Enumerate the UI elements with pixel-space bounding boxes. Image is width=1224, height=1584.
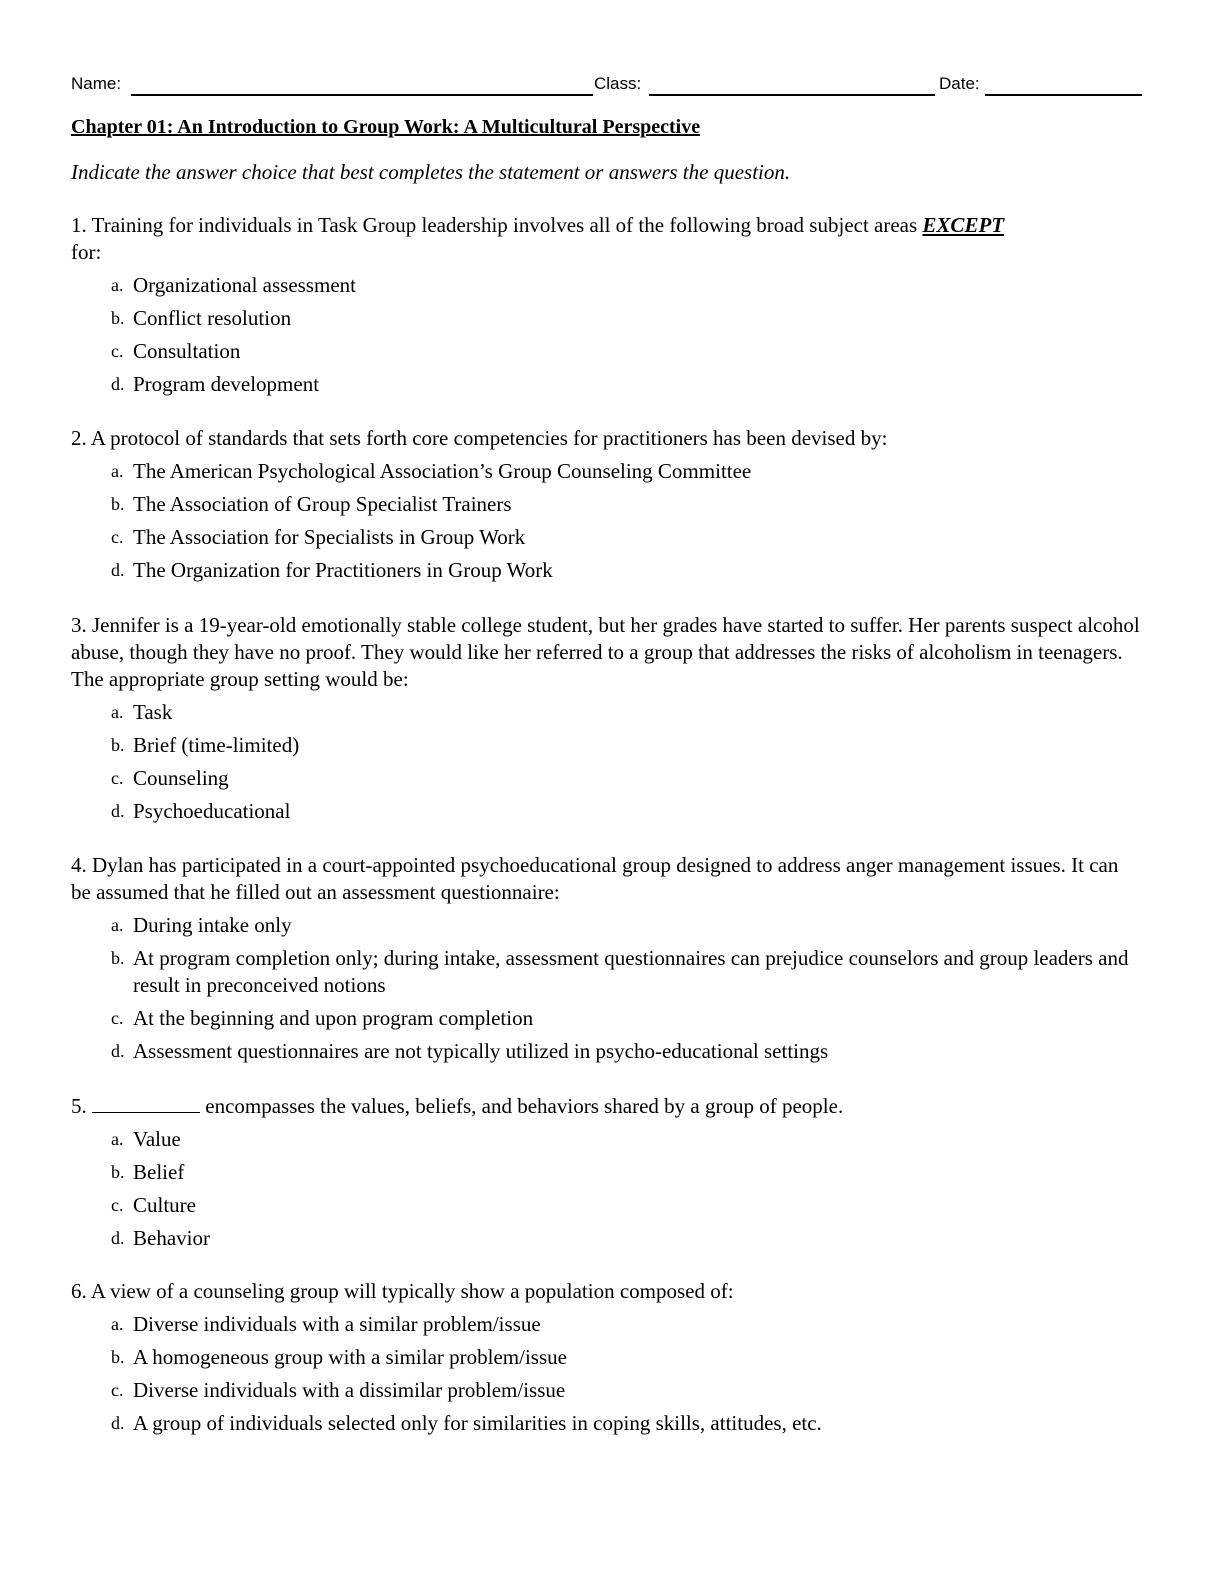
choice-c[interactable] <box>71 524 1143 551</box>
choice-b[interactable] <box>71 1159 1143 1186</box>
question-number: 1. <box>71 213 87 237</box>
choice-letter: c. <box>111 768 124 788</box>
choice-a[interactable] <box>71 1311 1143 1338</box>
choice-letter: c. <box>111 527 124 547</box>
choice-d[interactable] <box>71 1225 1143 1252</box>
choice-letter: a. <box>111 275 124 295</box>
question-stem: A view of a counseling group will typically show a population composed of: <box>90 1279 734 1303</box>
choice-b[interactable] <box>71 732 1143 759</box>
question-6 <box>71 1278 1143 1437</box>
choice-text: Psychoeducational <box>133 799 291 823</box>
choice-letter: b. <box>111 948 125 968</box>
choice-text: The Association of Group Specialist Trainers <box>133 492 512 516</box>
answer-choices <box>71 458 1143 584</box>
choice-letter: b. <box>111 1347 125 1367</box>
question-stem: Training for individuals in Task Group leadership involves all of the following broad subject areas <box>91 213 918 237</box>
date-label: Date: <box>939 74 980 93</box>
choice-text: Value <box>133 1127 181 1151</box>
choice-d[interactable] <box>71 1038 1143 1065</box>
choice-text: Assessment questionnaires are not typically utilized in psycho-educational settings <box>133 1039 829 1063</box>
choice-letter: d. <box>111 374 125 394</box>
choice-c[interactable] <box>71 1192 1143 1219</box>
choice-text: The American Psychological Association’s Group Counseling Committee <box>133 459 752 483</box>
question-text <box>71 852 1143 906</box>
choice-letter: d. <box>111 801 125 821</box>
except-emphasis: EXCEPT <box>922 213 1005 237</box>
choice-letter: c. <box>111 1008 124 1028</box>
choice-letter: d. <box>111 1413 125 1433</box>
question-3 <box>71 612 1143 825</box>
question-4 <box>71 852 1143 1065</box>
choice-letter: b. <box>111 1162 125 1182</box>
question-text <box>71 1093 1143 1120</box>
choice-letter: c. <box>111 341 124 361</box>
fill-in-blank[interactable] <box>92 1094 200 1113</box>
choice-text: Diverse individuals with a dissimilar problem/issue <box>133 1378 566 1402</box>
choice-d[interactable] <box>71 1410 1143 1437</box>
class-field-line[interactable] <box>649 94 935 96</box>
choice-c[interactable] <box>71 765 1143 792</box>
question-number: 5. <box>71 1094 87 1118</box>
choice-text: The Organization for Practitioners in Group Work <box>133 558 553 582</box>
choice-d[interactable] <box>71 371 1143 398</box>
choice-d[interactable] <box>71 798 1143 825</box>
date-field-line[interactable] <box>985 94 1142 96</box>
question-stem: A protocol of standards that sets forth core competencies for practitioners has been devised by: <box>90 426 888 450</box>
choice-letter: b. <box>111 308 125 328</box>
question-number: 3. <box>71 613 87 637</box>
choice-b[interactable] <box>71 305 1143 332</box>
question-number: 2. <box>71 426 87 450</box>
choice-b[interactable] <box>71 945 1143 999</box>
question-text <box>71 1278 1143 1305</box>
choice-text: Behavior <box>133 1226 210 1250</box>
question-number: 4. <box>71 853 87 877</box>
choice-text: At the beginning and upon program completion <box>133 1006 534 1030</box>
choice-letter: c. <box>111 1380 124 1400</box>
student-info-header <box>71 72 1142 98</box>
choice-text: Consultation <box>133 339 241 363</box>
choice-c[interactable] <box>71 1377 1143 1404</box>
choice-text: A homogeneous group with a similar problem/issue <box>133 1345 567 1369</box>
choice-a[interactable] <box>71 912 1143 939</box>
class-label: Class: <box>594 74 642 93</box>
choice-a[interactable] <box>71 272 1143 299</box>
question-1 <box>71 212 1143 398</box>
choice-letter: d. <box>111 560 125 580</box>
choice-letter: a. <box>111 461 124 481</box>
question-text <box>71 425 1143 452</box>
choice-a[interactable] <box>71 1126 1143 1153</box>
answer-choices <box>71 912 1143 1065</box>
choice-letter: b. <box>111 494 125 514</box>
choice-letter: c. <box>111 1195 124 1215</box>
choice-letter: d. <box>111 1228 125 1248</box>
question-text <box>71 612 1143 693</box>
choice-letter: b. <box>111 735 125 755</box>
choice-b[interactable] <box>71 491 1143 518</box>
choice-letter: d. <box>111 1041 125 1061</box>
choice-text: Brief (time-limited) <box>133 733 300 757</box>
answer-choices <box>71 1126 1143 1252</box>
answer-choices <box>71 1311 1143 1437</box>
choice-b[interactable] <box>71 1344 1143 1371</box>
name-label: Name: <box>71 74 122 93</box>
instructions: Indicate the answer choice that best completes the statement or answers the question. <box>71 160 791 184</box>
choice-text: Task <box>133 700 173 724</box>
choice-text: A group of individuals selected only for similarities in coping skills, attitudes, etc. <box>133 1411 822 1435</box>
choice-text: During intake only <box>133 913 292 937</box>
choice-d[interactable] <box>71 557 1143 584</box>
choice-text: Counseling <box>133 766 229 790</box>
choice-text: Conflict resolution <box>133 306 292 330</box>
choice-text: The Association for Specialists in Group Work <box>133 525 526 549</box>
chapter-title: Chapter 01: An Introduction to Group Work: A Multicultural Perspective <box>71 116 701 138</box>
choice-c[interactable] <box>71 338 1143 365</box>
question-stem: Jennifer is a 19-year-old emotionally stable college student, but her grades have started to suffer. Her parents suspect alcohol abuse, though they have no proof. They would like her referred to a group that addresses the risks of alcoholism in teenagers. The appropriate group setting would be: <box>71 613 1140 691</box>
choice-text: Belief <box>133 1160 185 1184</box>
choice-text: Program development <box>133 372 320 396</box>
question-text <box>71 212 1143 266</box>
choice-text: Organizational assessment <box>133 273 356 297</box>
answer-choices <box>71 272 1143 398</box>
choice-letter: a. <box>111 1129 124 1149</box>
choice-letter: a. <box>111 702 124 722</box>
question-5 <box>71 1093 1143 1252</box>
choice-letter: a. <box>111 1314 124 1334</box>
question-number: 6. <box>71 1279 87 1303</box>
choice-a[interactable] <box>71 699 1143 726</box>
choice-text: Culture <box>133 1193 196 1217</box>
question-stem: encompasses the values, beliefs, and behaviors shared by a group of people. <box>205 1094 844 1118</box>
choice-text: At program completion only; during intake, assessment questionnaires can prejudice counselors and group leaders and result in preconceived notions <box>133 946 1129 997</box>
choice-letter: a. <box>111 915 124 935</box>
choice-text: Diverse individuals with a similar problem/issue <box>133 1312 541 1336</box>
answer-choices <box>71 699 1143 825</box>
question-stem-continued: for: <box>71 240 102 264</box>
name-field-line[interactable] <box>131 94 593 96</box>
question-stem: Dylan has participated in a court-appointed psychoeducational group designed to address anger management issues. It can be assumed that he filled out an assessment questionnaire: <box>71 853 1119 904</box>
question-2 <box>71 425 1143 584</box>
choice-a[interactable] <box>71 458 1143 485</box>
choice-c[interactable] <box>71 1005 1143 1032</box>
